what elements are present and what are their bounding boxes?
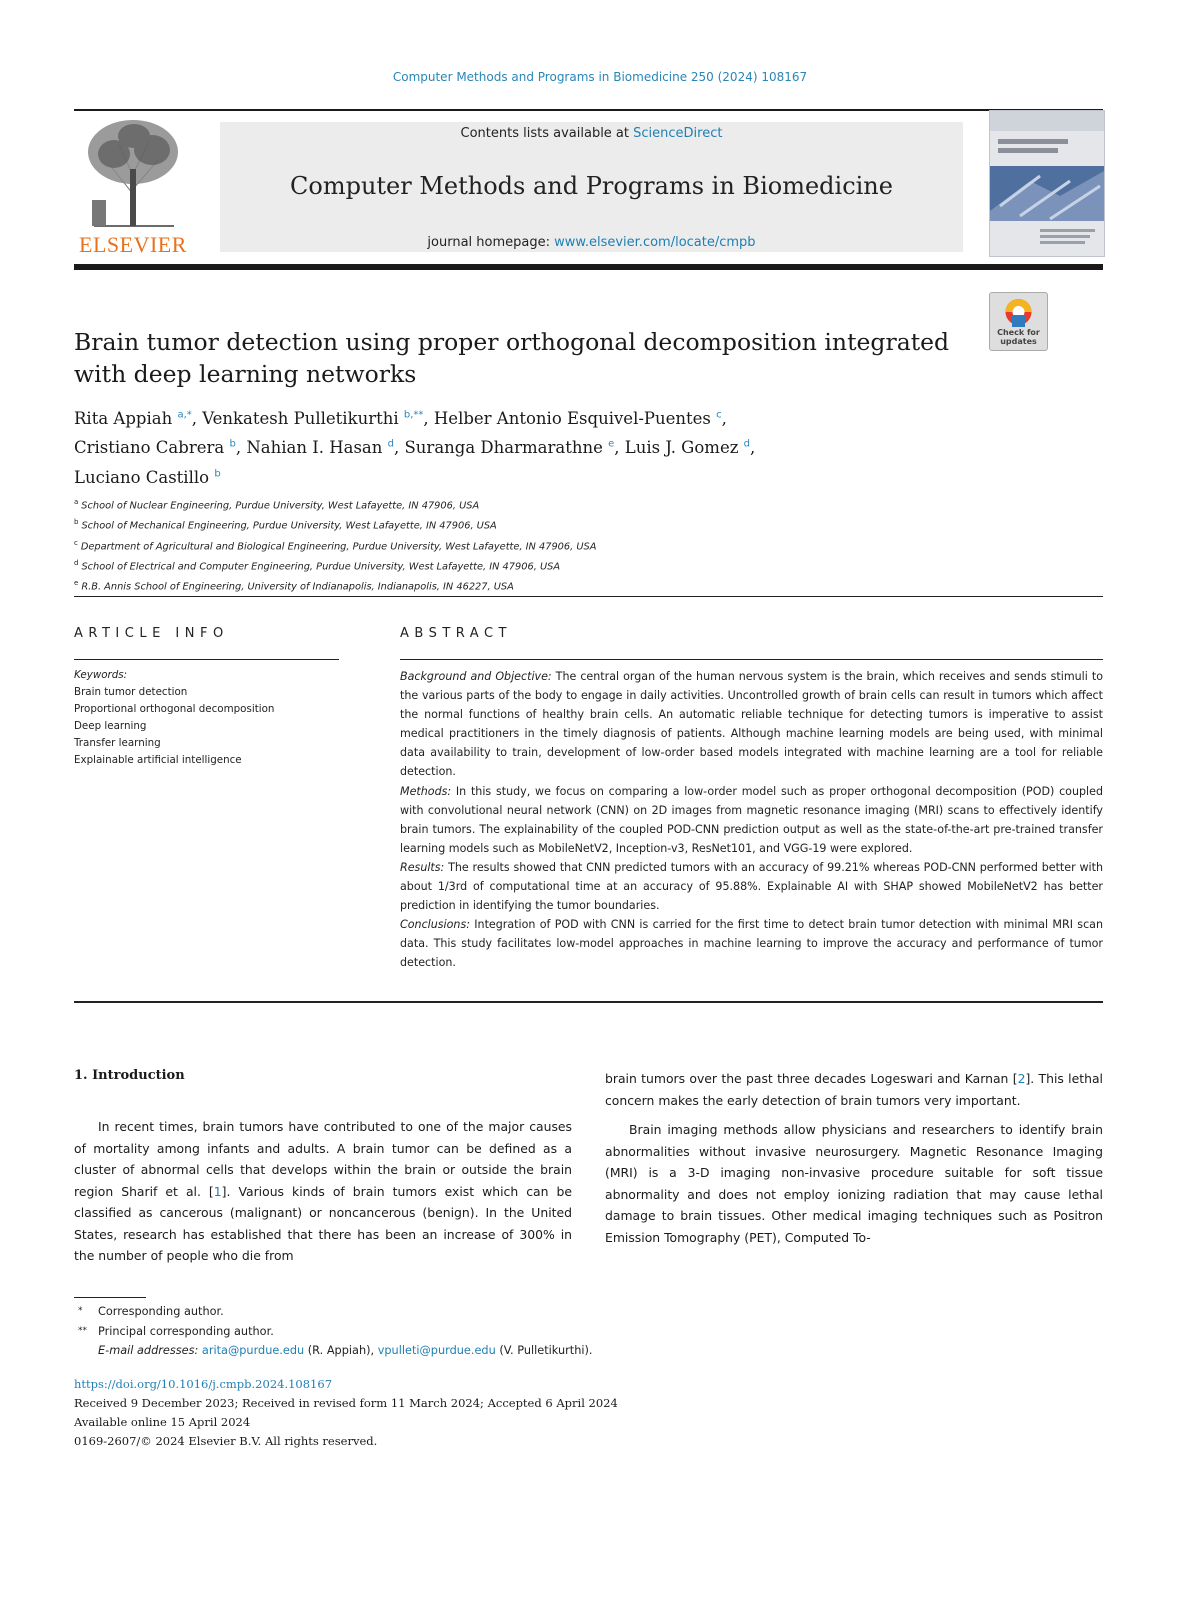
footnote [74,1322,774,1342]
check-for-updates-button[interactable] [989,292,1048,351]
author-name: Nahian I. Hasan [246,438,383,457]
abstract-results [400,858,1103,915]
article-history: Received 9 December 2023; Received in revised form 11 March 2024; Accepted 6 April 2024 [74,1396,618,1410]
abstract-end-rule [74,1001,1103,1003]
intro-paragraph [74,1116,572,1267]
email-owner: (R. Appiah), [304,1344,378,1357]
affiliation-text: School of Electrical and Computer Engineering, Purdue University, West Lafayette, IN 47906, USA [81,561,561,573]
footnotes [74,1302,774,1361]
author[interactable] [625,438,755,457]
author[interactable] [74,409,202,428]
keyword: Proportional orthogonal decomposition [74,703,275,715]
affiliation-text: School of Nuclear Engineering, Purdue University, West Lafayette, IN 47906, USA [81,500,480,512]
email-link[interactable]: vpulleti@purdue.edu [377,1344,496,1357]
abstract-methods-text: In this study, we focus on comparing a low-order model such as proper orthogonal decomposition (POD) coupled with convolutional neural network (CNN) on 2D images from magnetic resonance imaging (MRI) scans to effectively identify brain tumors. The explainability of the coupled POD-CNN prediction output as well as the state-of-the-art pre-trained transfer learning models such as MobileNetV2, Inception-v3, ResNet101, and VGG-19 were explored. [400,784,1103,855]
author-name: Suranga Dharmarathne [404,438,603,457]
author-separator: , [394,438,405,457]
author-name: Rita Appiah [74,408,173,428]
keyword: Brain tumor detection [74,686,188,698]
header-rule-top [74,109,1103,111]
affiliation [74,535,774,555]
author-affil-mark[interactable]: b [214,468,221,479]
publication-info [74,1375,874,1451]
author-name: Cristiano Cabrera [74,438,225,457]
crossmark-label: Check for updates [997,328,1040,346]
abstract-background-text: The central organ of the human nervous system is the brain, which receives and sends stimuli to the various parts of the body to engage in daily activities. Uncontrolled growth of brain cells can result in tumors which affect the normal functions of healthy brain cells. An automatic reliable technique for detecting tumors is imperative to assist medical practitioners in the timely diagnosis of patients. Although machine learning models are being used, with minimal data availability to train, development of low-order based models integrated with machine learning are a tool for reliable detection. [400,670,1103,779]
abstract-results-text: The results showed that CNN predicted tumors with an accuracy of 99.21% whereas POD-CNN performed better with about 1/3rd of computational time at an accuracy of 95.88%. Explainable AI with SHAP showed MobileNetV2 has better prediction in identifying the tumor boundaries. [400,860,1103,913]
author-name: Venkatesh Pulletikurthi [202,408,399,428]
affiliation-text: School of Mechanical Engineering, Purdue University, West Lafayette, IN 47906, USA [81,520,497,532]
affiliation-key: d [74,558,79,567]
author-affil-mark[interactable]: d [743,438,751,450]
homepage-prefix: journal homepage: [427,235,555,250]
abstract-heading: ABSTRACT [400,626,512,641]
abstract-methods [400,782,1103,858]
author[interactable] [202,409,434,428]
journal-title: Computer Methods and Programs in Biomedicine [290,172,893,200]
author[interactable] [74,468,221,487]
cover-art-icon [990,111,1104,256]
affiliation-key: a [74,498,79,506]
intro-paragraph: Brain imaging methods allow physicians and researchers to identify brain abnormalities without invasive neurosurgery. Magnetic Resonance Imaging (MRI) is a 3-D imaging non-invasive procedure suitable for soft tissue abnormality and does not employ ionizing radiation that may cause lethal damage to brain tissues. Other medical imaging techniques such as Positron Emission Tomography (PET), Computed To- [605,1122,1103,1245]
article-info-rule [74,659,339,660]
introduction-heading: 1. Introduction [74,1068,185,1083]
author-separator: , [423,408,434,428]
footnote-mark: * [78,1306,83,1316]
running-head[interactable]: Computer Methods and Programs in Biomedicine 250 (2024) 108167 [392,70,808,84]
author-list [74,402,994,491]
homepage-line [220,235,963,250]
copyright: 0169-2607/© 2024 Elsevier B.V. All rights reserved. [74,1434,378,1448]
email-footnote [74,1341,774,1361]
footnote-text: Corresponding author. [98,1305,224,1318]
header-rule-bottom [74,264,1103,270]
author-affil-mark[interactable]: b [229,438,236,450]
abstract-results-label: Results: [400,860,445,874]
journal-homepage-link[interactable]: www.elsevier.com/locate/cmpb [554,235,756,250]
contents-line [220,126,963,141]
author-affil-mark[interactable]: b,** [403,409,424,420]
sciencedirect-link[interactable]: ScienceDirect [633,126,723,141]
available-online: Available online 15 April 2024 [74,1415,251,1429]
footnote-mark: ** [78,1325,87,1336]
keyword: Deep learning [74,720,147,732]
body-column-right [605,1068,1103,1248]
author-separator: , [721,408,727,428]
author-affil-mark[interactable]: a,* [177,409,192,420]
affiliation [74,575,774,595]
author-affil-mark[interactable]: e [608,438,615,450]
intro-text: ]. This lethal concern makes the early detection of brain tumors very important. [605,1071,1103,1108]
affiliation-list [74,494,774,595]
footnote [74,1302,774,1322]
doi-link[interactable]: https://doi.org/10.1016/j.cmpb.2024.108167 [74,1377,333,1391]
tree-logo-icon [74,114,192,232]
author[interactable] [74,438,246,457]
article-title: Brain tumor detection using proper orthogonal decomposition integrated with deep learning networks [74,328,950,388]
reference-link[interactable]: 1 [213,1183,222,1199]
footnote-rule [74,1297,146,1298]
abstract-conclusions [400,915,1103,972]
crossmark-icon [990,293,1047,327]
author[interactable] [246,438,404,457]
keyword: Explainable artificial intelligence [74,754,242,766]
contents-prefix: Contents lists available at [460,126,634,141]
affiliation-key: b [74,518,79,527]
intro-paragraph [605,1068,1103,1111]
section-divider [74,596,1103,597]
affiliation-text: Department of Agricultural and Biological Engineering, Purdue University, West Lafayette, IN 47906, USA [80,540,597,552]
affiliation-key: c [74,538,78,547]
body-column-left [74,1116,572,1267]
journal-cover-image[interactable] [989,110,1105,257]
author-separator: , [235,438,247,457]
author-affil-mark[interactable]: d [387,438,394,450]
affiliation [74,555,774,575]
author-name: Luciano Castillo [74,467,210,487]
keywords-label: Keywords: [74,669,128,681]
abstract-body [400,667,1103,973]
affiliation [74,514,774,534]
author-separator: , [191,408,203,428]
affiliation-text: R.B. Annis School of Engineering, University of Indianapolis, Indianapolis, IN 46227, USA [81,581,514,593]
author-separator: , [750,438,756,457]
intro-text: ]. Various kinds of brain tumors exist which can be classified as cancerous (malignant) or noncancerous (benign). In the United States, research has established that there has been an increase of 300% in the number of people who die from [74,1183,572,1263]
author-name: Helber Antonio Esquivel-Puentes [433,408,711,428]
email-owner: (V. Pulletikurthi). [495,1344,593,1357]
abstract-background-label: Background and Objective: [400,670,552,683]
abstract-rule [400,659,1103,660]
author-name: Luis J. Gomez [624,438,739,457]
keywords-block [74,667,339,769]
author-affil-mark[interactable]: c [716,409,722,420]
author-separator: , [614,438,625,457]
abstract-methods-label: Methods: [400,784,452,798]
article-info-heading: ARTICLE INFO [74,626,229,641]
abstract-conclusions-text: Integration of POD with CNN is carried for the first time to detect brain tumor detection with minimal MRI scan data. This study facilitates low-model approaches in machine learning to improve the accuracy and performance of tumor detection. [400,918,1103,970]
reference-link[interactable]: 2 [1017,1071,1026,1086]
abstract-conclusions-label: Conclusions: [400,918,470,932]
keyword: Transfer learning [74,737,161,749]
affiliation-key: e [74,579,79,588]
affiliation [74,494,774,514]
intro-text: In recent times, brain tumors have contributed to one of the major causes of mortality among infants and adults. A brain tumor can be defined as a cluster of abnormal cells that develops within the brain or outside the brain region Sharif et al. [ [74,1119,572,1199]
abstract-background [400,667,1103,782]
author[interactable] [405,438,625,457]
footnote-text: Principal corresponding author. [98,1324,274,1338]
publisher-name: ELSEVIER [79,232,187,257]
intro-text: brain tumors over the past three decades Logeswari and Karnan [ [605,1071,1018,1086]
journal-banner [220,122,963,252]
email-link[interactable]: arita@purdue.edu [201,1344,305,1357]
email-label: E-mail addresses: [98,1344,199,1357]
author[interactable] [434,409,727,428]
